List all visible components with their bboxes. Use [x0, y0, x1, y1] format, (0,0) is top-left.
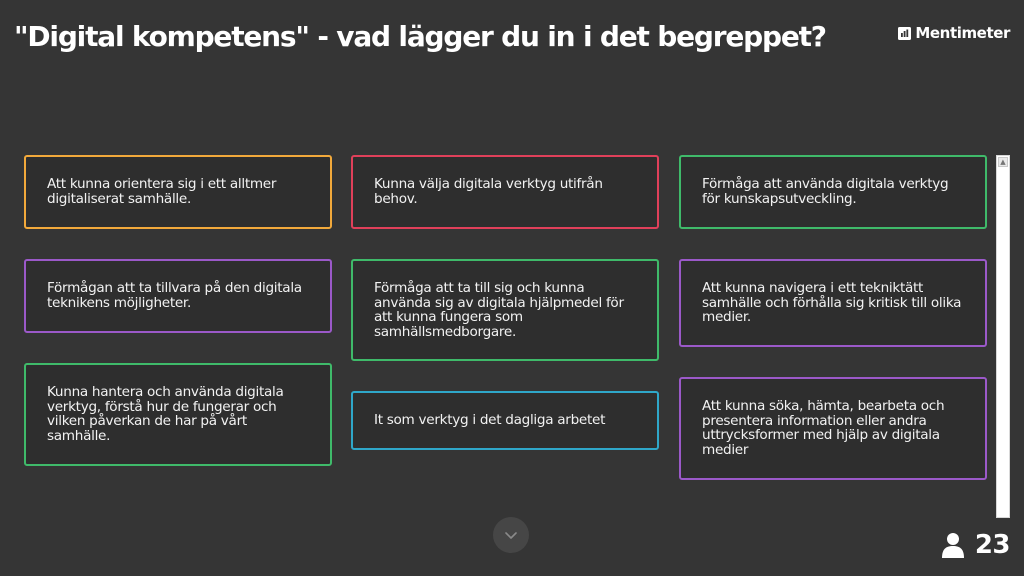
participant-count: 23: [974, 530, 1010, 560]
responses-scrollbar[interactable]: [996, 155, 1010, 518]
response-card: Förmåga att ta till sig och kunna använda sig av digitala hjälpmedel för att kunna fungera som samhällsmedborgare.: [351, 259, 659, 361]
participant-counter: [941, 530, 1010, 560]
mentimeter-logo-icon: [898, 27, 911, 40]
response-card: It som verktyg i det dagliga arbetet: [351, 391, 659, 450]
scroll-up-arrow-icon[interactable]: ▲: [998, 157, 1008, 167]
response-card: Att kunna söka, hämta, bearbeta och presentera information eller andra uttrycksformer med hjälp av digitala medier: [679, 377, 987, 480]
scroll-down-button[interactable]: [493, 517, 529, 553]
response-column-2: [351, 155, 659, 480]
response-card: Kunna välja digitala verktyg utifrån behov.: [351, 155, 659, 229]
response-column-1: [24, 155, 332, 496]
person-icon: [941, 532, 965, 558]
response-card: Att kunna orientera sig i ett alltmer digitaliserat samhälle.: [24, 155, 332, 229]
response-card: Att kunna navigera i ett tekniktätt samhälle och förhålla sig kritisk till olika medier.: [679, 259, 987, 347]
mentimeter-brand: [898, 24, 1010, 42]
response-column-3: [679, 155, 987, 510]
response-card: Förmågan att ta tillvara på den digitala teknikens möjligheter.: [24, 259, 332, 333]
brand-name: Mentimeter: [915, 24, 1010, 42]
presentation-title: "Digital kompetens" - vad lägger du in i det begreppet?: [14, 20, 826, 53]
response-card: Kunna hantera och använda digitala verktyg, förstå hur de fungerar och vilken påverkan de har på vårt samhälle.: [24, 363, 332, 466]
response-card: Förmåga att använda digitala verktyg för kunskapsutveckling.: [679, 155, 987, 229]
chevron-down-icon: [504, 531, 518, 540]
